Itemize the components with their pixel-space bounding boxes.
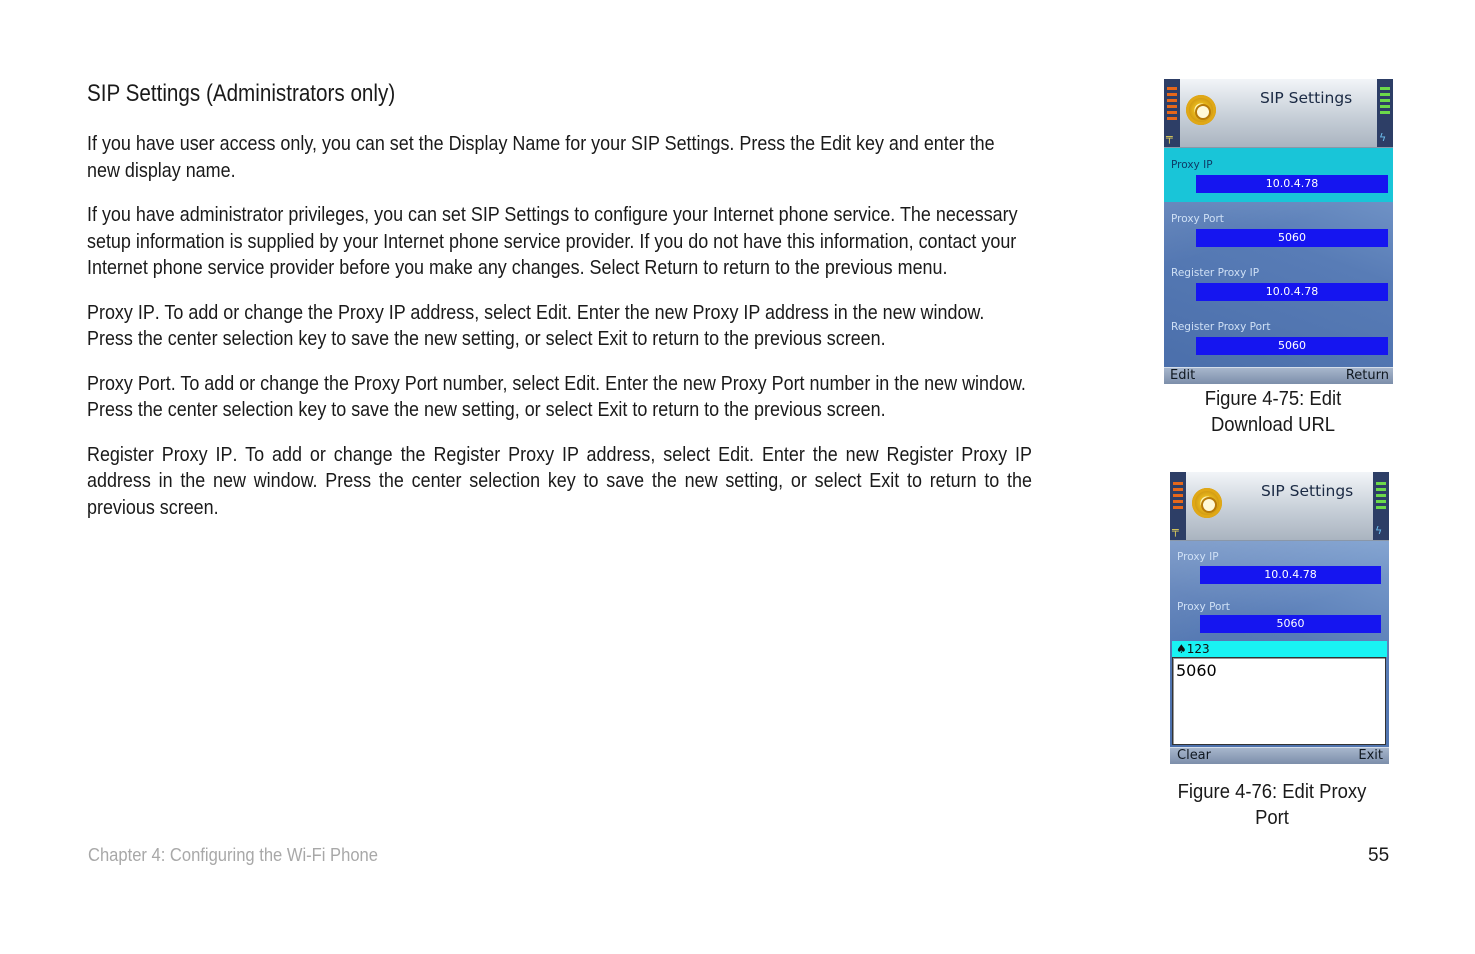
phone-title-bar: [1164, 79, 1393, 148]
edit-softkey[interactable]: Edit: [1170, 368, 1196, 383]
field-label: Proxy Port: [1177, 601, 1230, 613]
softkey-bar: [1170, 747, 1389, 764]
exit-softkey[interactable]: Exit: [1358, 748, 1383, 763]
field-proxy-ip[interactable]: [1170, 543, 1389, 593]
proxy-ip-description: . To add or change the Proxy IP address, select Edit. Enter the new Proxy IP address in the new window. Press the center selection key to save the new setting, or select Exit to return to the previous screen.: [87, 300, 985, 350]
caption-line: Download URL: [1210, 413, 1336, 436]
settings-list: [1170, 541, 1389, 747]
proxy-port-description: . To add or change the Proxy Port number, select Edit. Enter the new Proxy Port number in the new window. Press the center selection key to save the new setting, or select Exit to return to the previous screen.: [87, 371, 1026, 421]
battery-icon: ϟ: [1377, 79, 1393, 147]
field-value: 5060: [1196, 337, 1388, 355]
field-register-proxy-ip[interactable]: [1164, 256, 1393, 310]
battery-icon: ϟ: [1373, 472, 1389, 540]
paragraph-proxy-port: [87, 371, 1032, 424]
field-value: 10.0.4.78: [1196, 283, 1388, 301]
field-label: Proxy IP: [1171, 159, 1213, 171]
screen-title: SIP Settings: [1260, 89, 1353, 107]
clear-softkey[interactable]: Clear: [1177, 748, 1211, 763]
proxy-port-input-value: 5060: [1176, 661, 1217, 680]
field-register-proxy-port[interactable]: [1164, 310, 1393, 364]
term-register-proxy-ip: Register Proxy IP: [87, 442, 233, 466]
field-value: 5060: [1200, 615, 1381, 633]
field-label: Register Proxy Port: [1171, 321, 1271, 333]
settings-list: [1164, 148, 1393, 367]
field-value: 5060: [1196, 229, 1388, 247]
input-mode-label: 123: [1186, 642, 1210, 656]
settings-gear-icon: [1192, 488, 1222, 518]
return-softkey[interactable]: Return: [1345, 368, 1389, 383]
screen-title: SIP Settings: [1261, 482, 1354, 500]
footer-chapter-title: Chapter 4: Configuring the Wi-Fi Phone: [88, 845, 378, 865]
paragraph-proxy-ip: [87, 300, 1032, 353]
caption-line: Figure 4-76: Edit Proxy: [1177, 780, 1367, 803]
softkey-bar: [1164, 367, 1393, 384]
caption-line: Port: [1255, 806, 1289, 829]
paragraph-register-proxy-ip: [87, 442, 1032, 522]
field-proxy-port[interactable]: [1170, 593, 1389, 643]
paragraph-user-access: If you have user access only, you can set the Display Name for your SIP Settings. Press the Edit key and enter the new display name.: [87, 132, 995, 182]
input-mode-bar: [1172, 641, 1387, 657]
field-label: Register Proxy IP: [1171, 267, 1260, 279]
field-value: 10.0.4.78: [1196, 175, 1388, 193]
figure-sip-settings-screen: [1164, 79, 1393, 384]
paragraph-admin-privileges: If you have administrator privileges, you can set SIP Settings to configure your Internet phone service. The necessary setup information is supplied by your Internet phone service provider. If you do not have this information, contact your Internet phone service provider before you make any changes. Select Return to return to the previous menu.: [87, 203, 1018, 279]
figure-caption-4-76: [1174, 779, 1370, 831]
proxy-port-input[interactable]: [1172, 657, 1386, 745]
field-proxy-port[interactable]: [1164, 202, 1393, 256]
section-heading: SIP Settings (Administrators only): [87, 80, 396, 107]
body-text: [87, 131, 1167, 539]
figure-caption-4-75: [1175, 386, 1371, 438]
input-mode-indicator: ♠123: [1176, 642, 1210, 656]
caption-line: Figure 4-75: Edit: [1204, 387, 1342, 410]
figure-edit-proxy-port-screen: [1170, 472, 1389, 764]
field-label: Proxy IP: [1177, 551, 1219, 563]
field-value: 10.0.4.78: [1200, 566, 1381, 584]
signal-strength-icon: ╤: [1164, 79, 1180, 147]
page-number: 55: [1368, 845, 1390, 866]
signal-strength-icon: ╤: [1170, 472, 1186, 540]
field-proxy-ip[interactable]: [1164, 148, 1393, 202]
term-proxy-port: Proxy Port: [87, 371, 171, 395]
settings-gear-icon: [1186, 95, 1216, 125]
phone-title-bar: [1170, 472, 1389, 541]
field-label: Proxy Port: [1171, 213, 1224, 225]
term-proxy-ip: Proxy IP: [87, 300, 155, 324]
register-proxy-ip-description: . To add or change the Register Proxy IP address, select Edit. Enter the new Register Proxy IP address in the new window. Press the center selection key to save the new setting, or select Exit to return to the previous screen.: [87, 442, 1032, 519]
